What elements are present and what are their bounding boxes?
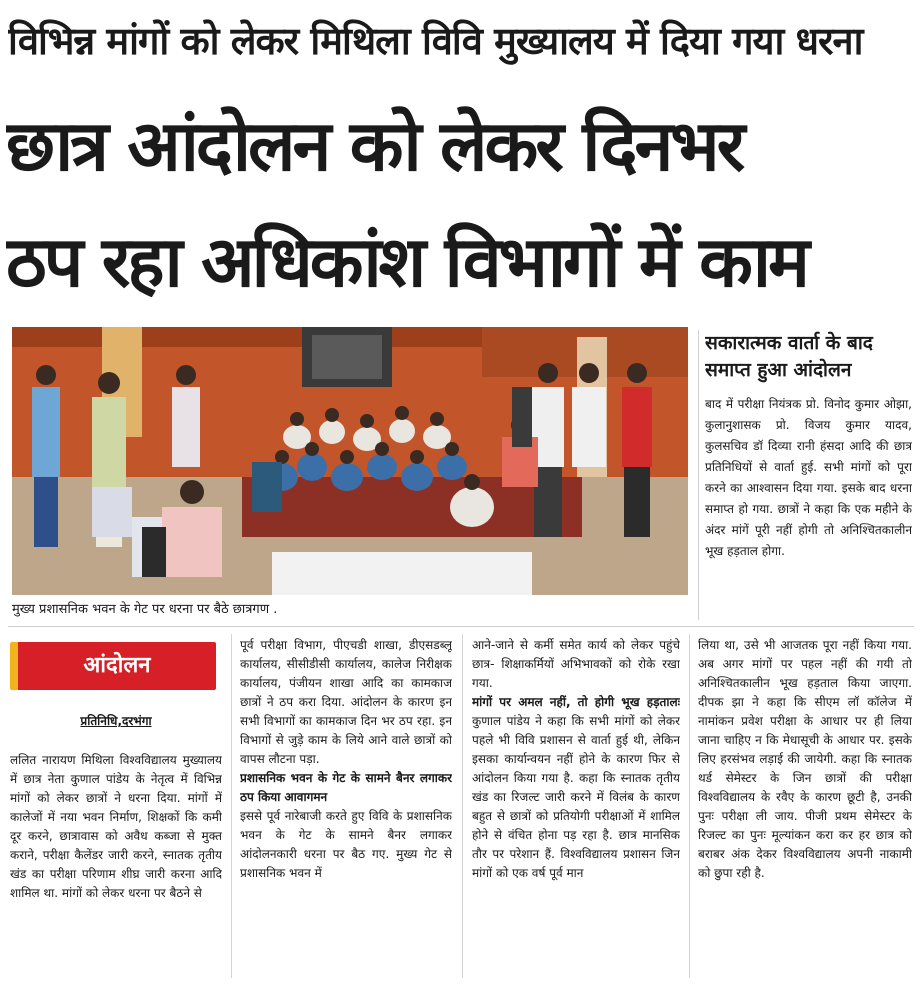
column-2-paragraph-1: पूर्व परीक्षा विभाग, पीएचडी शाखा, डीएसडब्लू कार्यालय, सीसीडीसी कार्यालय, कालेज निरीक्षक कार्यालय, पंजीयन शाखा आदि का कामकाज छात्रों ने ठप करा दिया. आंदोलन के कारण इन सभी विभागों का कामकाज दिन भर ठप रहा. इन विभागों से जुड़े काम के लिये आने वाले छात्रों को वापस लौटना पड़ा. [240,638,452,766]
column-divider-1 [231,634,232,978]
main-headline-line-2: ठप रहा अधिकांश विभागों में काम [6,221,807,303]
kicker-headline: विभिन्न मांगों को लेकर मिथिला विवि मुख्यालय में दिया गया धरना [8,19,863,63]
section-tag: आंदोलन [10,642,216,690]
column-3-paragraph-2: कुणाल पांडेय ने कहा कि सभी मांगों को लेकर पहले भी विवि प्रशासन से वार्ता हुई थी, लेकिन इसका कार्यान्वयन नहीं होने के कारण फिर से आंदोलन किया गया है. कहा कि स्नातक तृतीय खंड का रिजल्ट जारी करने में विलंब के कारण बहुत से छात्रों को प्रतियोगी परीक्षाओं में शामिल होने से वंचित होना पड़ रहा है. छात्र मानसिक तौर पर परेशान हैं. विश्वविद्यालय प्रशासन जिन मांगों को एक वर्ष पूर्व मान [472,714,680,880]
protest-photo-illustration [12,327,688,595]
column-1-text: ललित नारायण मिथिला विश्वविद्यालय मुख्यालय में छात्र नेता कुणाल पांडेय के नेतृत्व में विभिन्न मांगों को लेकर छात्रों ने धरना दिया. मांगों में कालेजों में नया भवन निर्माण, शिक्षकों कि कमी दूर करने, छात्रावास को अवैध कब्जा से मुक्त कराने, परीक्षा कैलेंडर जारी करने, स्नातक तृतीय खंड का परीक्षा परिणाम शीघ्र जारी करना आदि शामिल था. मांगों को लेकर धरना पर बैठने से [10,753,222,900]
article-column-1 [10,636,222,980]
column-3-paragraph-1: आने-जाने से कर्मी समेत कार्य को लेकर पहुंचे छात्र- शिक्षाकर्मियों अभिभावकों को रोके रखा गया. [472,638,680,690]
sidebar-body: बाद में परीक्षा नियंत्रक प्रो. विनोद कुमार ओझा, कुलानुशासक प्रो. विजय कुमार यादव, कुलसचिव डॉ दिव्या रानी हंसदा आदि की छात्र प्रतिनिधियों से वार्ता हुई. सभी मांगों को पूरा करने का आश्वासन दिया गया. इसके बाद धरना समाप्त हो गया. छात्रों ने कहा कि एक महीने के अंदर मांगें पूरी नहीं होगी तो अनिश्चितकालीन भूख हड़ताल होगा. [705,397,912,558]
article-column-3 [472,636,680,980]
column-2-paragraph-2: इससे पूर्व नारेबाजी करते हुए विवि के प्रशासनिक भवन के गेट के सामने बैनर लगाकर आंदोलनकारी धरना पर बैठ गए. मुख्य गेट से प्रशासनिक भवन में [240,809,452,880]
column-divider-2 [462,634,463,978]
sidebar-box [698,330,912,620]
main-headline-line-1: छात्र आंदोलन को लेकर दिनभर [6,105,743,187]
photo-caption: मुख्य प्रशासनिक भवन के गेट पर धरना पर बैठे छात्रगण . [12,602,278,617]
protest-photo [12,327,688,595]
section-divider [8,626,914,627]
article-column-4 [698,636,912,980]
column-divider-3 [689,634,690,978]
column-2-subhead: प्रशासनिक भवन के गेट के सामने बैनर लगाकर ठप किया आवागमन [240,771,452,804]
byline: प्रतिनिधि,दरभंगा [80,714,152,728]
column-4-text: लिया था, उसे भी आजतक पूरा नहीं किया गया. अब अगर मांगों पर पहल नहीं की गयी तो अनिश्चितकालीन भूख हड़ताल किया जाएगा. दीपक झा ने कहा कि सीएम लॉ कॉलेज में नामांकन प्रवेश परीक्षा के आधार पर ही लिया जाना चाहिए न कि मेधासूची के आधार पर. इसके लिए हरसंभव लड़ाई की जायेगी. कहा कि स्नातक थर्ड सेमेस्टर के जिन छात्रों की परीक्षा विश्वविद्यालय के रवैए के कारण छूटी है, उनकी पुनः परीक्षा ली जाय. पीजी प्रथम सेमेस्टर के रिजल्ट का पुनः मूल्यांकन करा कर हर छात्र को बराबर अंक देकर विश्वविद्यालय अपनी नाकामी को छुपा रही है. [698,638,912,880]
column-3-subhead: मांगों पर अमल नहीं, तो होगी भूख हड़तालः [472,695,680,709]
sidebar-title: सकारात्मक वार्ता के बाद समाप्त हुआ आंदोलन [705,332,873,381]
article-column-2 [240,636,452,980]
